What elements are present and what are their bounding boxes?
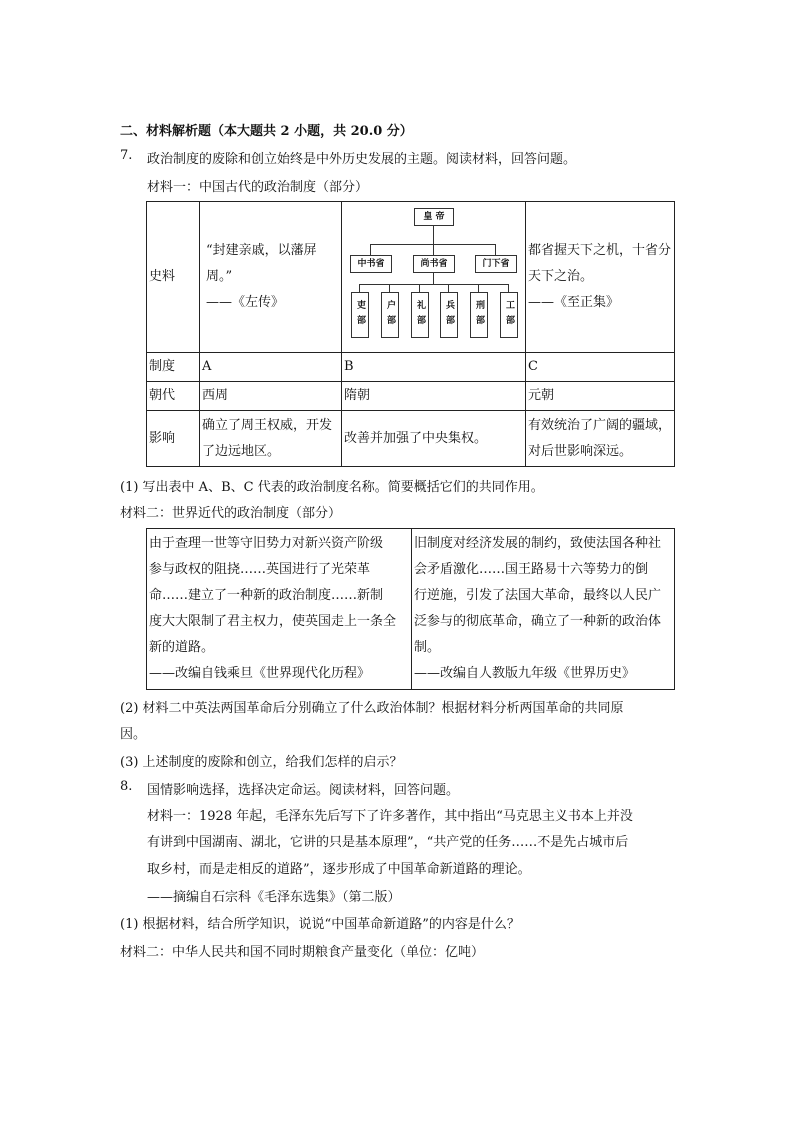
table-row xyxy=(147,529,675,690)
q7-sub1: (1) 写出表中 A、B、C 代表的政治制度名称。简要概括它们的共同作用。 xyxy=(120,480,544,495)
impact-b: 改善并加强了中央集权。 xyxy=(342,411,526,467)
q8-material1-line: 材料一：1928 年起，毛泽东先后写下了许多著作，其中指出“马克思主义书本上并没 xyxy=(147,809,633,824)
text-line: 参与政权的阻挠……英国进行了光荣革 xyxy=(149,562,371,577)
row-label-system: 制度 xyxy=(147,353,200,382)
dynasty-c: 元朝 xyxy=(526,382,675,411)
shangshu-box: 尚书省 xyxy=(413,255,455,273)
source-a-citation: ——《左传》 xyxy=(206,295,285,310)
q8-material2-title: 材料二：中华人民共和国不同时期粮食产量变化（单位：亿吨） xyxy=(120,945,485,960)
zhongshu-box: 中书省 xyxy=(350,255,392,273)
source-c-citation: ——《至正集》 xyxy=(528,295,620,310)
q8-material1-line: 取乡村，而是走相反的道路”，逐步形成了中国革命新道路的理论。 xyxy=(147,862,531,877)
table-row xyxy=(147,202,675,353)
system-b: B xyxy=(342,353,526,382)
source-a-line: 周。” xyxy=(206,269,233,284)
text-line: 由于查理一世等守旧势力对新兴资产阶级 xyxy=(149,536,384,551)
q8-number: 8. xyxy=(120,779,133,794)
q8-sub1: (1) 根据材料，结合所学知识，说说“中国革命新道路”的内容是什么？ xyxy=(120,917,520,932)
impact-c xyxy=(526,411,675,467)
text-line: 行逆施，引发了法国大革命，最终以人民广 xyxy=(414,588,662,603)
system-a: A xyxy=(200,353,342,382)
row-label-source: 史料 xyxy=(147,202,200,353)
table-row xyxy=(147,353,675,382)
q7-material1-title: 材料一：中国古代的政治制度（部分） xyxy=(147,180,369,195)
text-line: 命……建立了一种新的政治制度……新制 xyxy=(149,588,384,603)
source-a-cell xyxy=(200,202,342,353)
text-line: 会矛盾激化……国王路易十六等势力的倒 xyxy=(414,562,649,577)
dynasty-a: 西周 xyxy=(200,382,342,411)
source-c-line: 天下之治。 xyxy=(528,269,594,284)
citation: ——改编自钱乘旦《世界现代化历程》 xyxy=(149,666,371,681)
impact-a xyxy=(200,411,342,467)
source-c-cell xyxy=(526,202,675,353)
table-row xyxy=(147,382,675,411)
ministry-personnel-box: 吏部 xyxy=(351,292,369,338)
ministry-justice-box: 刑部 xyxy=(470,292,488,338)
row-label-impact: 影响 xyxy=(147,411,200,467)
ancient-systems-table xyxy=(146,201,675,467)
ministry-war-box: 兵部 xyxy=(440,292,458,338)
text-line: 旧制度对经济发展的制约，致使法国各种社 xyxy=(414,536,662,551)
ministry-revenue-box: 户部 xyxy=(381,292,399,338)
citation: ——改编自人教版九年级《世界历史》 xyxy=(414,666,636,681)
material2-england-cell xyxy=(147,529,412,690)
table-row xyxy=(147,411,675,467)
q7-stem: 政治制度的废除和创立始终是中外历史发展的主题。阅读材料，回答问题。 xyxy=(147,152,577,167)
material2-france-cell xyxy=(412,529,675,690)
system-c: C xyxy=(526,353,675,382)
ministry-rites-box: 礼部 xyxy=(411,292,429,338)
text-line: 制。 xyxy=(414,640,441,655)
section-title: 二、材料解析题（本大题共 2 小题，共 20.0 分） xyxy=(120,124,413,139)
ministry-works-box: 工部 xyxy=(500,292,518,338)
emperor-box: 皇 帝 xyxy=(414,208,454,226)
text-line: 度大大限制了君主权力，使英国走上一条全 xyxy=(149,614,397,629)
q8-material1-line: 有讲到中国湖南、湖北，它讲的只是基本原理”，“共产党的任务……不是先占城市后 xyxy=(147,835,629,850)
text-line: 泛参与的彻底革命，确立了一种新的政治体 xyxy=(414,614,662,629)
impact-c-line: 对后世影响深远。 xyxy=(528,443,633,459)
q7-number: 7. xyxy=(120,148,133,163)
q7-sub2-line2: 因。 xyxy=(120,727,147,742)
q7-sub3: (3) 上述制度的废除和创立，给我们怎样的启示？ xyxy=(120,755,403,770)
text-line: 新的道路。 xyxy=(149,640,215,655)
q8-material1-citation: ——摘编自石宗科《毛泽东选集》（第二版） xyxy=(147,890,401,905)
q8-stem: 国情影响选择，选择决定命运。阅读材料，回答问题。 xyxy=(147,783,460,798)
sui-government-diagram xyxy=(342,202,526,353)
q7-sub2-line1: (2) 材料二中英法两国革命后分别确立了什么政治体制？根据材料分析两国革命的共同原 xyxy=(120,701,624,716)
source-c-line: 都省握天下之机，十省分 xyxy=(528,243,672,258)
modern-systems-table xyxy=(146,528,675,690)
dynasty-b: 隋朝 xyxy=(342,382,526,411)
impact-c-line: 有效统治了广阔的疆域， xyxy=(528,417,672,433)
q7-material2-title: 材料二：世界近代的政治制度（部分） xyxy=(120,506,342,521)
source-a-line: “封建亲戚，以藩屏 xyxy=(206,243,317,258)
impact-a-line: 了边远地区。 xyxy=(202,443,281,459)
impact-a-line: 确立了周王权威，开发 xyxy=(202,417,333,433)
row-label-dynasty: 朝代 xyxy=(147,382,200,411)
menxia-box: 门下省 xyxy=(475,255,517,273)
